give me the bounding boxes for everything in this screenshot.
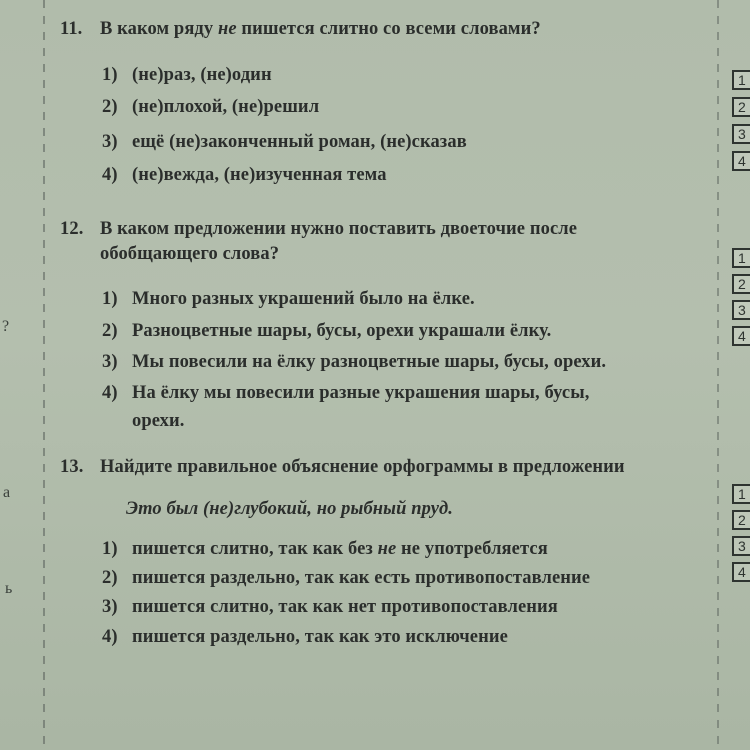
answer-box-1[interactable]: 1	[732, 484, 750, 504]
option-4: 4) (не)вежда, (не)изученная тема	[102, 165, 387, 185]
answer-box-4[interactable]: 4	[732, 562, 750, 582]
option-1: 1) (не)раз, (не)один	[102, 65, 272, 85]
option-2: 2) Разноцветные шары, бусы, орехи украшали ёлку.	[102, 321, 552, 341]
answer-box-1[interactable]: 1	[732, 70, 750, 90]
question-text-line2: обобщающего слова?	[100, 244, 280, 264]
option-3: 3) пишется слитно, так как нет противопоставления	[102, 597, 558, 617]
answer-box-1[interactable]: 1	[732, 248, 750, 268]
option-2: 2) (не)плохой, (не)решил	[102, 97, 320, 117]
option-4: 4) На ёлку мы повесили разные украшения шары, бусы,	[102, 383, 590, 403]
right-margin-line	[717, 0, 719, 750]
option-3: 3) Мы повесили на ёлку разноцветные шары, бусы, орехи.	[102, 352, 607, 372]
option-2: 2) пишется раздельно, так как есть противопоставление	[102, 568, 591, 588]
left-margin-line	[43, 0, 45, 750]
question-text-line1: В каком предложении нужно поставить двоеточие после	[100, 219, 578, 239]
margin-mark: ь	[5, 580, 13, 597]
option-1: 1) Много разных украшений было на ёлке.	[102, 289, 475, 309]
option-4-continuation: орехи.	[132, 411, 185, 431]
question-number: 12.	[60, 219, 84, 239]
example-sentence: Это был (не)глубокий, но рыбный пруд.	[126, 499, 453, 519]
answer-box-2[interactable]: 2	[732, 274, 750, 294]
question-number: 13.	[60, 457, 84, 477]
question-12	[60, 218, 710, 431]
option-4: 4) пишется раздельно, так как это исключение	[102, 627, 508, 647]
option-1: 1) пишется слитно, так как без не не употребляется	[102, 539, 548, 559]
question-13	[60, 456, 710, 647]
answer-box-4[interactable]: 4	[732, 151, 750, 171]
answer-box-3[interactable]: 3	[732, 536, 750, 556]
margin-mark: ?	[2, 318, 10, 335]
option-3: 3) ещё (не)законченный роман, (не)сказав	[102, 132, 467, 152]
answer-box-3[interactable]: 3	[732, 300, 750, 320]
answer-box-3[interactable]: 3	[732, 124, 750, 144]
answer-box-2[interactable]: 2	[732, 97, 750, 117]
answer-box-4[interactable]: 4	[732, 326, 750, 346]
margin-mark: а	[3, 484, 11, 501]
question-11	[60, 18, 710, 185]
question-number: 11.	[60, 19, 83, 39]
question-text: В каком ряду не пишется слитно со всеми словами?	[100, 19, 541, 39]
answer-box-2[interactable]: 2	[732, 510, 750, 530]
question-text: Найдите правильное объяснение орфограммы в предложении	[100, 457, 625, 477]
